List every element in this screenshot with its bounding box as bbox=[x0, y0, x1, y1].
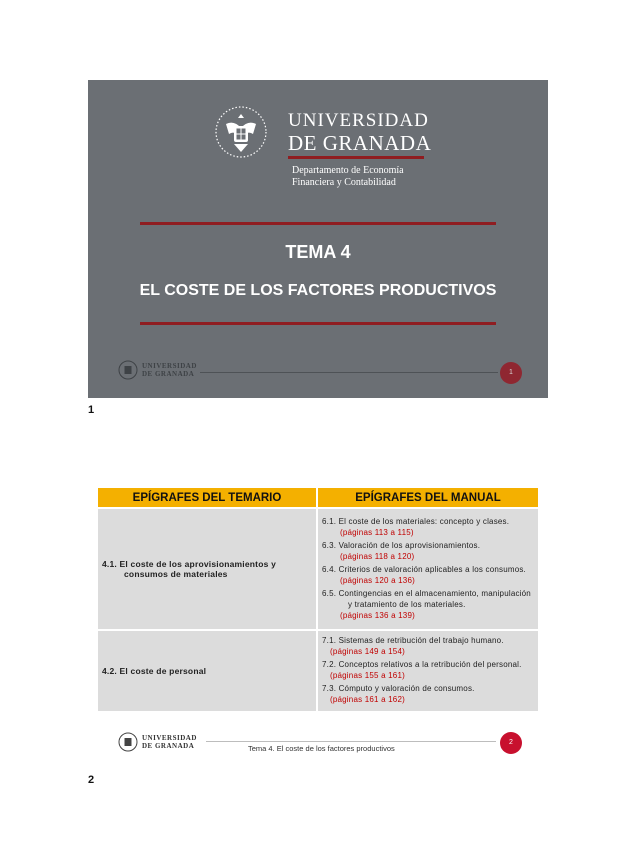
manual-item-pages: (páginas 155 a 161) bbox=[330, 671, 405, 680]
manual-cell bbox=[317, 630, 539, 712]
footer-logo bbox=[118, 360, 197, 380]
department-line1: Departamento de Economía bbox=[292, 165, 404, 176]
manual-item-text: 6.3. Valoración de los aprovisionamientos. bbox=[322, 540, 481, 550]
university-crest-icon bbox=[212, 104, 270, 160]
university-name-line1: UNIVERSIDAD bbox=[288, 110, 429, 131]
divider-top bbox=[140, 222, 496, 225]
manual-item-text: 7.3. Cómputo y valoración de consumos. bbox=[322, 684, 475, 693]
manual-item bbox=[322, 516, 534, 539]
manual-item-text-cont: y tratamiento de los materiales. bbox=[348, 599, 466, 609]
table-row bbox=[97, 508, 539, 630]
header-temario: EPÍGRAFES DEL TEMARIO bbox=[97, 487, 317, 508]
footer-logo-line1: UNIVERSIDAD bbox=[142, 362, 197, 370]
department-name bbox=[292, 165, 404, 189]
manual-item-pages: (páginas 118 a 120) bbox=[340, 551, 415, 561]
manual-item-pages: (páginas 136 a 139) bbox=[340, 610, 415, 620]
footer-line bbox=[206, 741, 496, 742]
manual-item bbox=[322, 564, 534, 587]
university-name-line2: DE GRANADA bbox=[288, 131, 432, 155]
department-line2: Financiera y Contabilidad bbox=[292, 177, 396, 188]
manual-item bbox=[322, 588, 534, 622]
manual-item-pages: (páginas 161 a 162) bbox=[330, 695, 405, 704]
university-underline bbox=[288, 156, 424, 159]
table-row bbox=[97, 630, 539, 712]
title-slide bbox=[88, 80, 548, 398]
manual-item-text: 7.1. Sistemas de retribución del trabajo humano. bbox=[322, 636, 504, 645]
manual-item-pages: (páginas 120 a 136) bbox=[340, 575, 415, 585]
footer-logo bbox=[118, 732, 197, 752]
divider-bottom bbox=[140, 322, 496, 325]
page-number-1: 1 bbox=[88, 404, 95, 416]
footer-line bbox=[200, 372, 498, 373]
footer-logo-line1: UNIVERSIDAD bbox=[142, 734, 197, 742]
footer-logo-line2: DE GRANADA bbox=[142, 742, 195, 750]
temario-line1: 4.2. El coste de personal bbox=[102, 666, 207, 676]
temario-line2: consumos de materiales bbox=[124, 569, 228, 579]
temario-cell bbox=[97, 630, 317, 712]
manual-item-pages: (páginas 113 a 115) bbox=[340, 527, 414, 537]
page-number-2: 2 bbox=[88, 774, 95, 786]
footer-crest-icon bbox=[118, 360, 138, 380]
slide-page-badge: 1 bbox=[500, 362, 522, 384]
tema-heading: TEMA 4 bbox=[285, 242, 351, 262]
manual-item-text: 7.2. Conceptos relativos a la retribución del personal. bbox=[322, 660, 522, 669]
temario-cell bbox=[97, 508, 317, 630]
manual-item bbox=[322, 683, 534, 706]
table-header-row bbox=[97, 487, 539, 508]
slide-page-badge: 2 bbox=[500, 732, 522, 754]
manual-item-text: 6.1. El coste de los materiales: concepto y clases. bbox=[322, 516, 510, 526]
slide-title: EL COSTE DE LOS FACTORES PRODUCTIVOS bbox=[139, 282, 497, 299]
footer-crest-icon bbox=[118, 732, 138, 752]
footer-logo-line2: DE GRANADA bbox=[142, 370, 195, 378]
manual-item bbox=[322, 540, 534, 563]
manual-item bbox=[322, 659, 534, 682]
footer-text: Tema 4. El coste de los factores productivos bbox=[248, 744, 395, 753]
header-manual: EPÍGRAFES DEL MANUAL bbox=[317, 487, 539, 508]
manual-item-text: 6.4. Criterios de valoración aplicables a los consumos. bbox=[322, 564, 526, 574]
manual-item-text: 6.5. Contingencias en el almacenamiento, manipulación bbox=[322, 588, 531, 598]
epigraphs-table bbox=[96, 486, 540, 713]
manual-item bbox=[322, 635, 534, 658]
temario-line1: 4.1. El coste de los aprovisionamientos y bbox=[102, 559, 277, 569]
manual-item-pages: (páginas 149 a 154) bbox=[330, 647, 405, 656]
content-slide bbox=[88, 476, 548, 764]
university-name bbox=[288, 110, 431, 154]
manual-cell bbox=[317, 508, 539, 630]
